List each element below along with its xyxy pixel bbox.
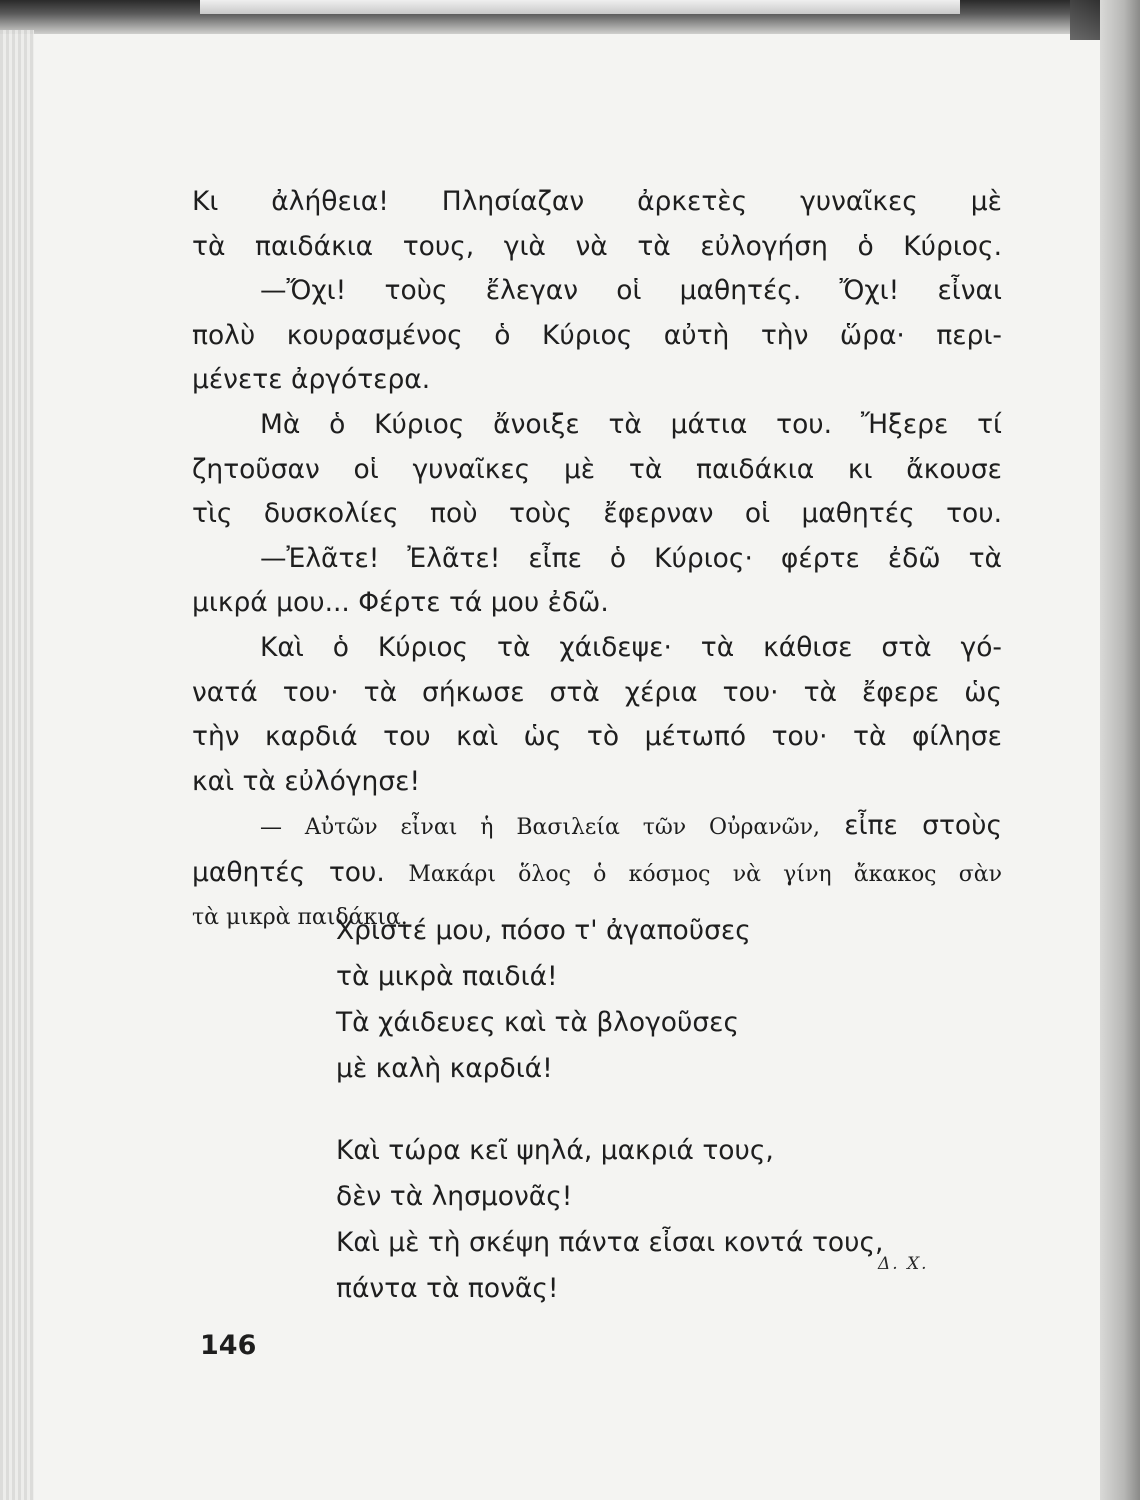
quote-line <box>192 804 1002 851</box>
prose-line: μικρά μου... Φέρτε τά μου ἐδῶ. <box>192 587 609 619</box>
quote-serif-text: Μακάρι ὅλος ὁ κόσμος νὰ γίνη ἄκακος σὰν <box>408 861 1002 887</box>
prose-text <box>192 180 1002 936</box>
quote-sans-text: εἶπε στοὺς <box>844 810 1002 842</box>
prose-line: νατά του· τὰ σήκωσε στὰ χέρια του· τὰ ἔφερε ὡς <box>192 676 1002 708</box>
poem-stanza <box>336 1128 976 1312</box>
prose-line: Καὶ ὁ Κύριος τὰ χάιδεψε· τὰ κάθισε στὰ γό- <box>260 631 1002 663</box>
prose-line: ζητοῦσαν οἱ γυναῖκες μὲ τὰ παιδάκια κι ἄκουσε <box>192 453 1002 485</box>
prose-line: Κι ἀλήθεια! Πλησίαζαν ἀρκετὲς γυναῖκες μὲ <box>192 186 1002 217</box>
poem-line: δὲν τὰ λησμονᾶς! <box>336 1181 573 1212</box>
poem-stanza <box>336 908 976 1092</box>
prose-line: —Ἐλᾶτε! Ἐλᾶτε! εἶπε ὁ Κύριος· φέρτε ἐδῶ τὰ <box>260 542 1002 574</box>
poem-line: Τὰ χάιδευες καὶ τὰ βλογοῦσες <box>336 1007 740 1038</box>
quote-line <box>192 851 1002 898</box>
poem-line: Καὶ μὲ τὴ σκέψη πάντα εἶσαι κοντά τους, <box>336 1227 884 1258</box>
prose-line: καὶ τὰ εὐλόγησε! <box>192 765 421 797</box>
quote-serif-text: τὰ μικρὰ παιδάκια. <box>192 904 408 930</box>
poem-line: Χριστέ μου, πόσο τ' ἀγαποῦσες <box>336 915 751 946</box>
poem-line: Καὶ τώρα κεῖ ψηλά, μακριά τους, <box>336 1135 774 1166</box>
author-signature: Δ. Χ. <box>878 1254 929 1274</box>
prose-line: —Ὄχι! τοὺς ἔλεγαν οἱ μαθητές. Ὄχι! εἶναι <box>260 275 1002 307</box>
poem-line: τὰ μικρὰ παιδιά! <box>336 961 558 992</box>
poem-line: μὲ καλὴ καρδιά! <box>336 1053 553 1084</box>
poem <box>336 908 976 1348</box>
quote-serif-text: — Αὐτῶν εἶναι ἡ Βασιλεία τῶν Οὐρανῶν, <box>260 815 820 841</box>
book-binding-edge <box>0 30 34 1500</box>
prose-line: τὴν καρδιά του καὶ ὡς τὸ μέτωπό του· τὰ φίλησε <box>192 721 1002 753</box>
prose-line: Μὰ ὁ Κύριος ἄνοιξε τὰ μάτια του. Ἤξερε τί <box>260 408 1002 440</box>
prose-line: μένετε ἀργότερα. <box>192 364 431 396</box>
page-top-highlight <box>200 0 960 14</box>
page-right-edge <box>1100 0 1140 1500</box>
prose-line: τὶς δυσκολίες ποὺ τοὺς ἔφερναν οἱ μαθητές του. <box>192 498 1002 530</box>
poem-line: πάντα τὰ πονᾶς! <box>336 1273 559 1304</box>
page-number: 146 <box>200 1330 257 1361</box>
prose-line: τὰ παιδάκια τους, γιὰ νὰ τὰ εὐλογήση ὁ Κύριος. <box>192 230 1002 262</box>
quote-sans-text: μαθητές του. <box>192 856 385 888</box>
prose-line: πολὺ κουρασμένος ὁ Κύριος αὐτὴ τὴν ὥρα· περι- <box>192 319 1002 351</box>
